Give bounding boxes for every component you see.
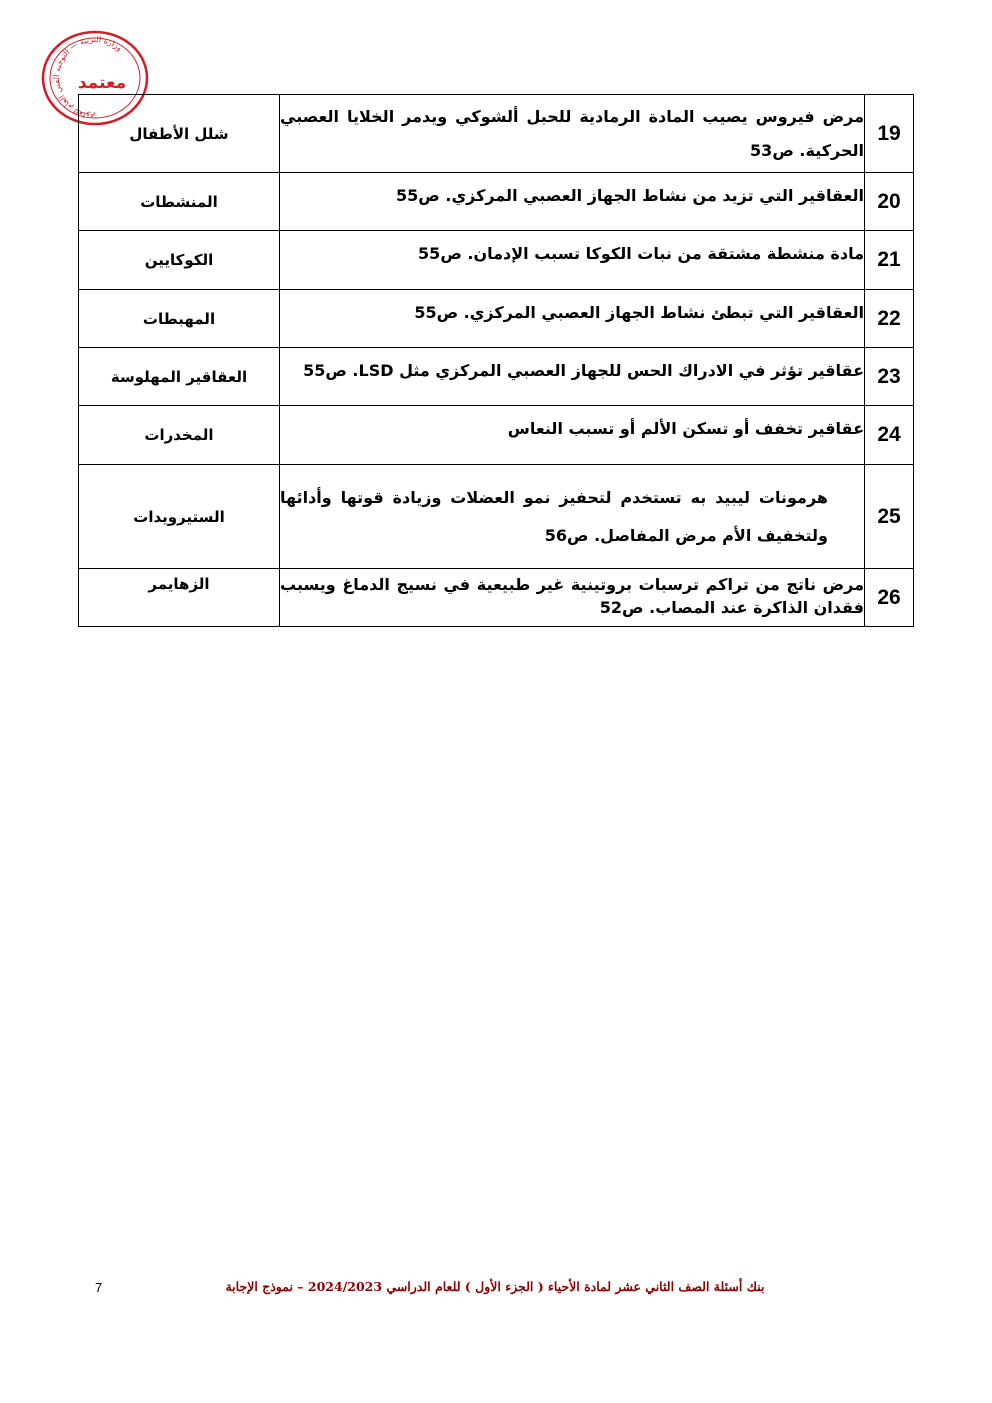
table-row <box>79 173 914 231</box>
answer-text: المخدرات <box>79 406 280 465</box>
answer-text: الزهايمر <box>79 569 280 627</box>
stamp-center-text: معتمد <box>77 73 127 93</box>
question-text: العقاقير التي تزيد من نشاط الجهاز العصبي المركزي. ص55 <box>280 173 865 231</box>
question-text: مادة منشطة مشتقة من نبات الكوكا تسبب الإدمان. ص55 <box>280 231 865 290</box>
row-number: 22 <box>865 290 914 348</box>
table-row <box>79 290 914 348</box>
question-text: عقاقير تخفف أو تسكن الألم أو تسبب النعاس <box>280 406 865 465</box>
answer-text: المهبطات <box>79 290 280 348</box>
row-number: 26 <box>865 569 914 627</box>
answer-text: شلل الأطفال <box>79 95 280 173</box>
row-number: 19 <box>865 95 914 173</box>
answer-text: المنشطات <box>79 173 280 231</box>
question-text: مرض ناتج من تراكم ترسبات بروتينية غير طبيعية في نسيج الدماغ ويسبب فقدان الذاكرة عند المصاب. ص52 <box>280 569 865 627</box>
stamp-ring-text: وزارة التربية — التوجيه الفني العام للعلوم <box>52 34 124 122</box>
row-number: 21 <box>865 231 914 290</box>
table-row <box>79 465 914 569</box>
row-number: 23 <box>865 348 914 406</box>
table-row <box>79 348 914 406</box>
answer-text: الكوكايين <box>79 231 280 290</box>
answer-text: الستيرويدات <box>79 465 280 569</box>
row-number: 20 <box>865 173 914 231</box>
row-number: 24 <box>865 406 914 465</box>
questions-table <box>78 94 914 627</box>
page-number: 7 <box>95 1280 103 1295</box>
question-text: عقاقير تؤثر في الادراك الحس للجهاز العصبي المركزي مثل LSD. ص55 <box>280 348 865 406</box>
table-row <box>79 569 914 627</box>
answer-text: العقاقير المهلوسة <box>79 348 280 406</box>
question-text: مرض فيروس يصيب المادة الرمادية للحبل ألشوكي ويدمر الخلايا العصبي الحركية. ص53 <box>280 95 865 173</box>
question-text: هرمونات ليبيد به تستخدم لتحفيز نمو العضلات وزيادة قوتها وأدائها ولتخفيف الأم مرض المفاصل. ص56 <box>280 465 865 569</box>
page-footer: بنك أسئلة الصف الثاني عشر لمادة الأحياء ( الجزء الأول ) للعام الدراسي 2024/2023 – نموذج الإجابة <box>225 1279 765 1294</box>
question-text: العقاقير التي تبطئ نشاط الجهاز العصبي المركزي. ص55 <box>280 290 865 348</box>
table-row <box>79 231 914 290</box>
table-row <box>79 95 914 173</box>
row-number: 25 <box>865 465 914 569</box>
table-row <box>79 406 914 465</box>
